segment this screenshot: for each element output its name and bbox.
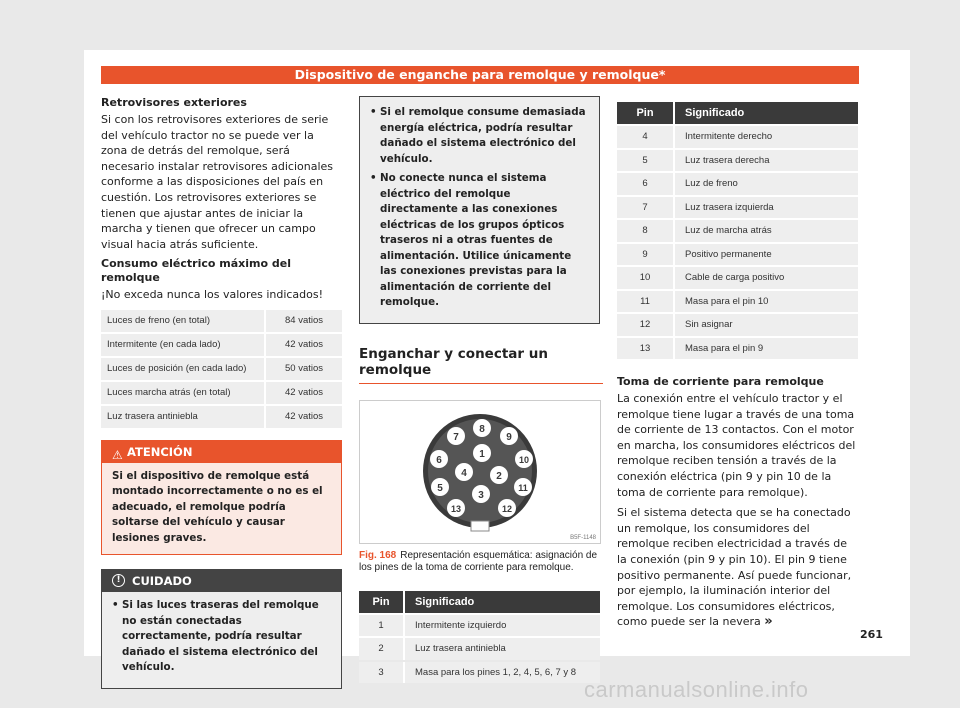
section-title-socket: Toma de corriente para remolque	[617, 375, 824, 388]
table-row	[101, 334, 342, 356]
pin-3-label: 3	[478, 489, 484, 501]
pin-meaning: Luz trasera derecha	[675, 150, 858, 172]
column-left	[101, 96, 342, 689]
figure-caption-text: Representación esquemática: asignación de los pines de la toma de corriente para remolque.	[359, 549, 598, 573]
caution-box-continued	[359, 96, 600, 324]
power-label: Intermitente (en cada lado)	[101, 334, 264, 356]
warning-header	[102, 441, 341, 463]
column-header-meaning: Significado	[405, 591, 600, 613]
caution-box	[101, 569, 342, 689]
table-row	[617, 197, 858, 219]
table-row	[101, 358, 342, 380]
pin-number: 5	[617, 150, 675, 172]
power-value: 42 vatios	[264, 334, 342, 356]
figure-caption	[359, 550, 600, 575]
pin-number: 2	[359, 638, 405, 660]
figure-code: B5F-1148	[570, 534, 596, 541]
pin-meaning: Masa para los pines 1, 2, 4, 5, 6, 7 y 8	[405, 662, 600, 684]
table-row	[617, 220, 858, 242]
pin-meaning: Luz de marcha atrás	[675, 220, 858, 242]
mirrors-paragraph: Si con los retrovisores exteriores de serie del vehículo tractor no se puede ver la zona de detrás del remolque, será necesario instalar retrovisores adicionales conforme a las disposiciones del país en cuestión. Los retrovisores exteriores se tienen que ajustar antes de iniciar la marcha y tienen que ofrecer un campo visual hacia atrás suficiente.	[101, 113, 334, 251]
page-header-title: Dispositivo de enganche para remolque y remolque*	[101, 66, 859, 84]
power-table	[101, 308, 342, 430]
socket-diagram	[360, 401, 600, 543]
warning-triangle-icon: ⚠	[112, 447, 123, 462]
warning-title: ATENCIÓN	[127, 444, 193, 459]
socket-paragraph-2	[617, 505, 858, 630]
power-label: Luz trasera antiniebla	[101, 406, 264, 428]
caution-title: CUIDADO	[132, 574, 192, 589]
table-row	[617, 338, 858, 360]
pin-number: 1	[359, 615, 405, 637]
watermark-text: carmanualsonline.info	[584, 677, 809, 702]
pin-meaning: Luz trasera izquierda	[675, 197, 858, 219]
caution-bullet: • No conecte nunca el sistema eléctrico del remolque directamente a las conexiones eléctricas de los grupos ópticos traseros ni a otras fuentes de alimentación. Utilice únicamente las conexiones previstas para la alimentación de corriente del remolque.	[370, 171, 589, 311]
section-title-power: Consumo eléctrico máximo del remolque	[101, 257, 291, 285]
pin-number: 8	[617, 220, 675, 242]
power-label: Luces de freno (en total)	[101, 310, 264, 332]
pin-meaning: Masa para el pin 10	[675, 291, 858, 313]
continue-arrow-icon: »	[764, 614, 773, 630]
pin-2-label: 2	[496, 470, 502, 482]
pin-meaning: Intermitente derecho	[675, 126, 858, 148]
column-header-pin: Pin	[359, 591, 405, 613]
pin-10-label: 10	[518, 454, 530, 465]
pin-number: 6	[617, 173, 675, 195]
table-row	[359, 638, 600, 660]
pin-1-label: 1	[479, 448, 485, 460]
pin-6-label: 6	[436, 454, 442, 466]
socket-paragraph-1: La conexión entre el vehículo tractor y el remolque tiene lugar a través de una toma de corriente de 13 contactos. Con el motor en marcha, los consumidores eléctricos del remolque reciben tensión a través de la conexión eléctrica (pin 9 y pin 10 de la toma de corriente para remolque).	[617, 392, 856, 499]
table-row	[617, 244, 858, 266]
table-row	[101, 406, 342, 428]
column-header-pin: Pin	[617, 102, 675, 124]
pin-meaning: Luz trasera antiniebla	[405, 638, 600, 660]
pin-5-label: 5	[437, 482, 443, 494]
caution-header	[102, 570, 341, 592]
warning-box	[101, 440, 342, 556]
table-row	[617, 267, 858, 289]
socket-key-notch	[471, 521, 489, 531]
caution-bullet: • Si el remolque consume demasiada energía eléctrica, podría resultar dañado el sistema electrónico del vehículo.	[370, 105, 589, 167]
pin-meaning: Masa para el pin 9	[675, 338, 858, 360]
power-paragraph: ¡No exceda nunca los valores indicados!	[101, 288, 324, 302]
table-row	[617, 150, 858, 172]
caution-bullet: • Si las luces traseras del remolque no están conectadas correctamente, podría resultar dañado el sistema electrónico del vehículo.	[112, 598, 331, 676]
power-value: 42 vatios	[264, 382, 342, 404]
pin-number: 13	[617, 338, 675, 360]
power-label: Luces de posición (en cada lado)	[101, 358, 264, 380]
caution-info-icon: !	[112, 574, 125, 587]
pin-number: 7	[617, 197, 675, 219]
figure-number: Fig. 168	[359, 549, 397, 561]
pin-9-label: 9	[506, 431, 512, 443]
power-value: 50 vatios	[264, 358, 342, 380]
pin-8-label: 8	[479, 423, 485, 435]
pin-meaning: Intermitente izquierdo	[405, 615, 600, 637]
table-header-row	[359, 591, 600, 613]
table-row	[101, 382, 342, 404]
power-label: Luces marcha atrás (en total)	[101, 382, 264, 404]
pin-7-label: 7	[453, 431, 459, 443]
section-title-mirrors: Retrovisores exteriores	[101, 96, 247, 109]
caution-body-continued	[360, 97, 599, 323]
page-number: 261	[860, 628, 883, 641]
pin-meaning: Luz de freno	[675, 173, 858, 195]
section-title-hitch: Enganchar y conectar un remolque	[359, 346, 603, 384]
table-row	[617, 126, 858, 148]
table-row	[617, 173, 858, 195]
pin-4-label: 4	[461, 467, 467, 479]
pin-number: 3	[359, 662, 405, 684]
power-value: 84 vatios	[264, 310, 342, 332]
table-row	[617, 291, 858, 313]
socket-figure	[359, 400, 601, 544]
warning-text: Si el dispositivo de remolque está montado incorrectamente o no es el adecuado, el remolque podría soltarse del vehículo y causar lesiones graves.	[102, 463, 341, 555]
caution-body	[102, 592, 341, 688]
pin-number: 9	[617, 244, 675, 266]
pin-number: 10	[617, 267, 675, 289]
pin-11-label: 11	[518, 482, 528, 493]
table-row	[617, 314, 858, 336]
pin-meaning: Sin asignar	[675, 314, 858, 336]
table-header-row	[617, 102, 858, 124]
pin-table-part2	[617, 100, 858, 361]
pin-number: 11	[617, 291, 675, 313]
pin-13-label: 13	[450, 503, 462, 514]
pin-table-part1	[359, 589, 600, 686]
table-row	[359, 662, 600, 684]
column-right	[617, 100, 858, 635]
column-middle	[359, 96, 600, 685]
socket-paragraph-2-text: Si el sistema detecta que se ha conectado un remolque, los consumidores del remolque reciben electricidad a través de la conexión (pin 9 y pin 10). El pin 9 tiene positivo permanente. Así puede funcionar, por ejemplo, la iluminación interior del remolque. Los consumidores eléctricos, como puede ser la nevera	[617, 506, 852, 629]
table-row	[359, 615, 600, 637]
pin-number: 12	[617, 314, 675, 336]
pin-meaning: Positivo permanente	[675, 244, 858, 266]
table-row	[101, 310, 342, 332]
column-header-meaning: Significado	[675, 102, 858, 124]
pin-12-label: 12	[501, 503, 513, 514]
power-value: 42 vatios	[264, 406, 342, 428]
pin-meaning: Cable de carga positivo	[675, 267, 858, 289]
pin-number: 4	[617, 126, 675, 148]
